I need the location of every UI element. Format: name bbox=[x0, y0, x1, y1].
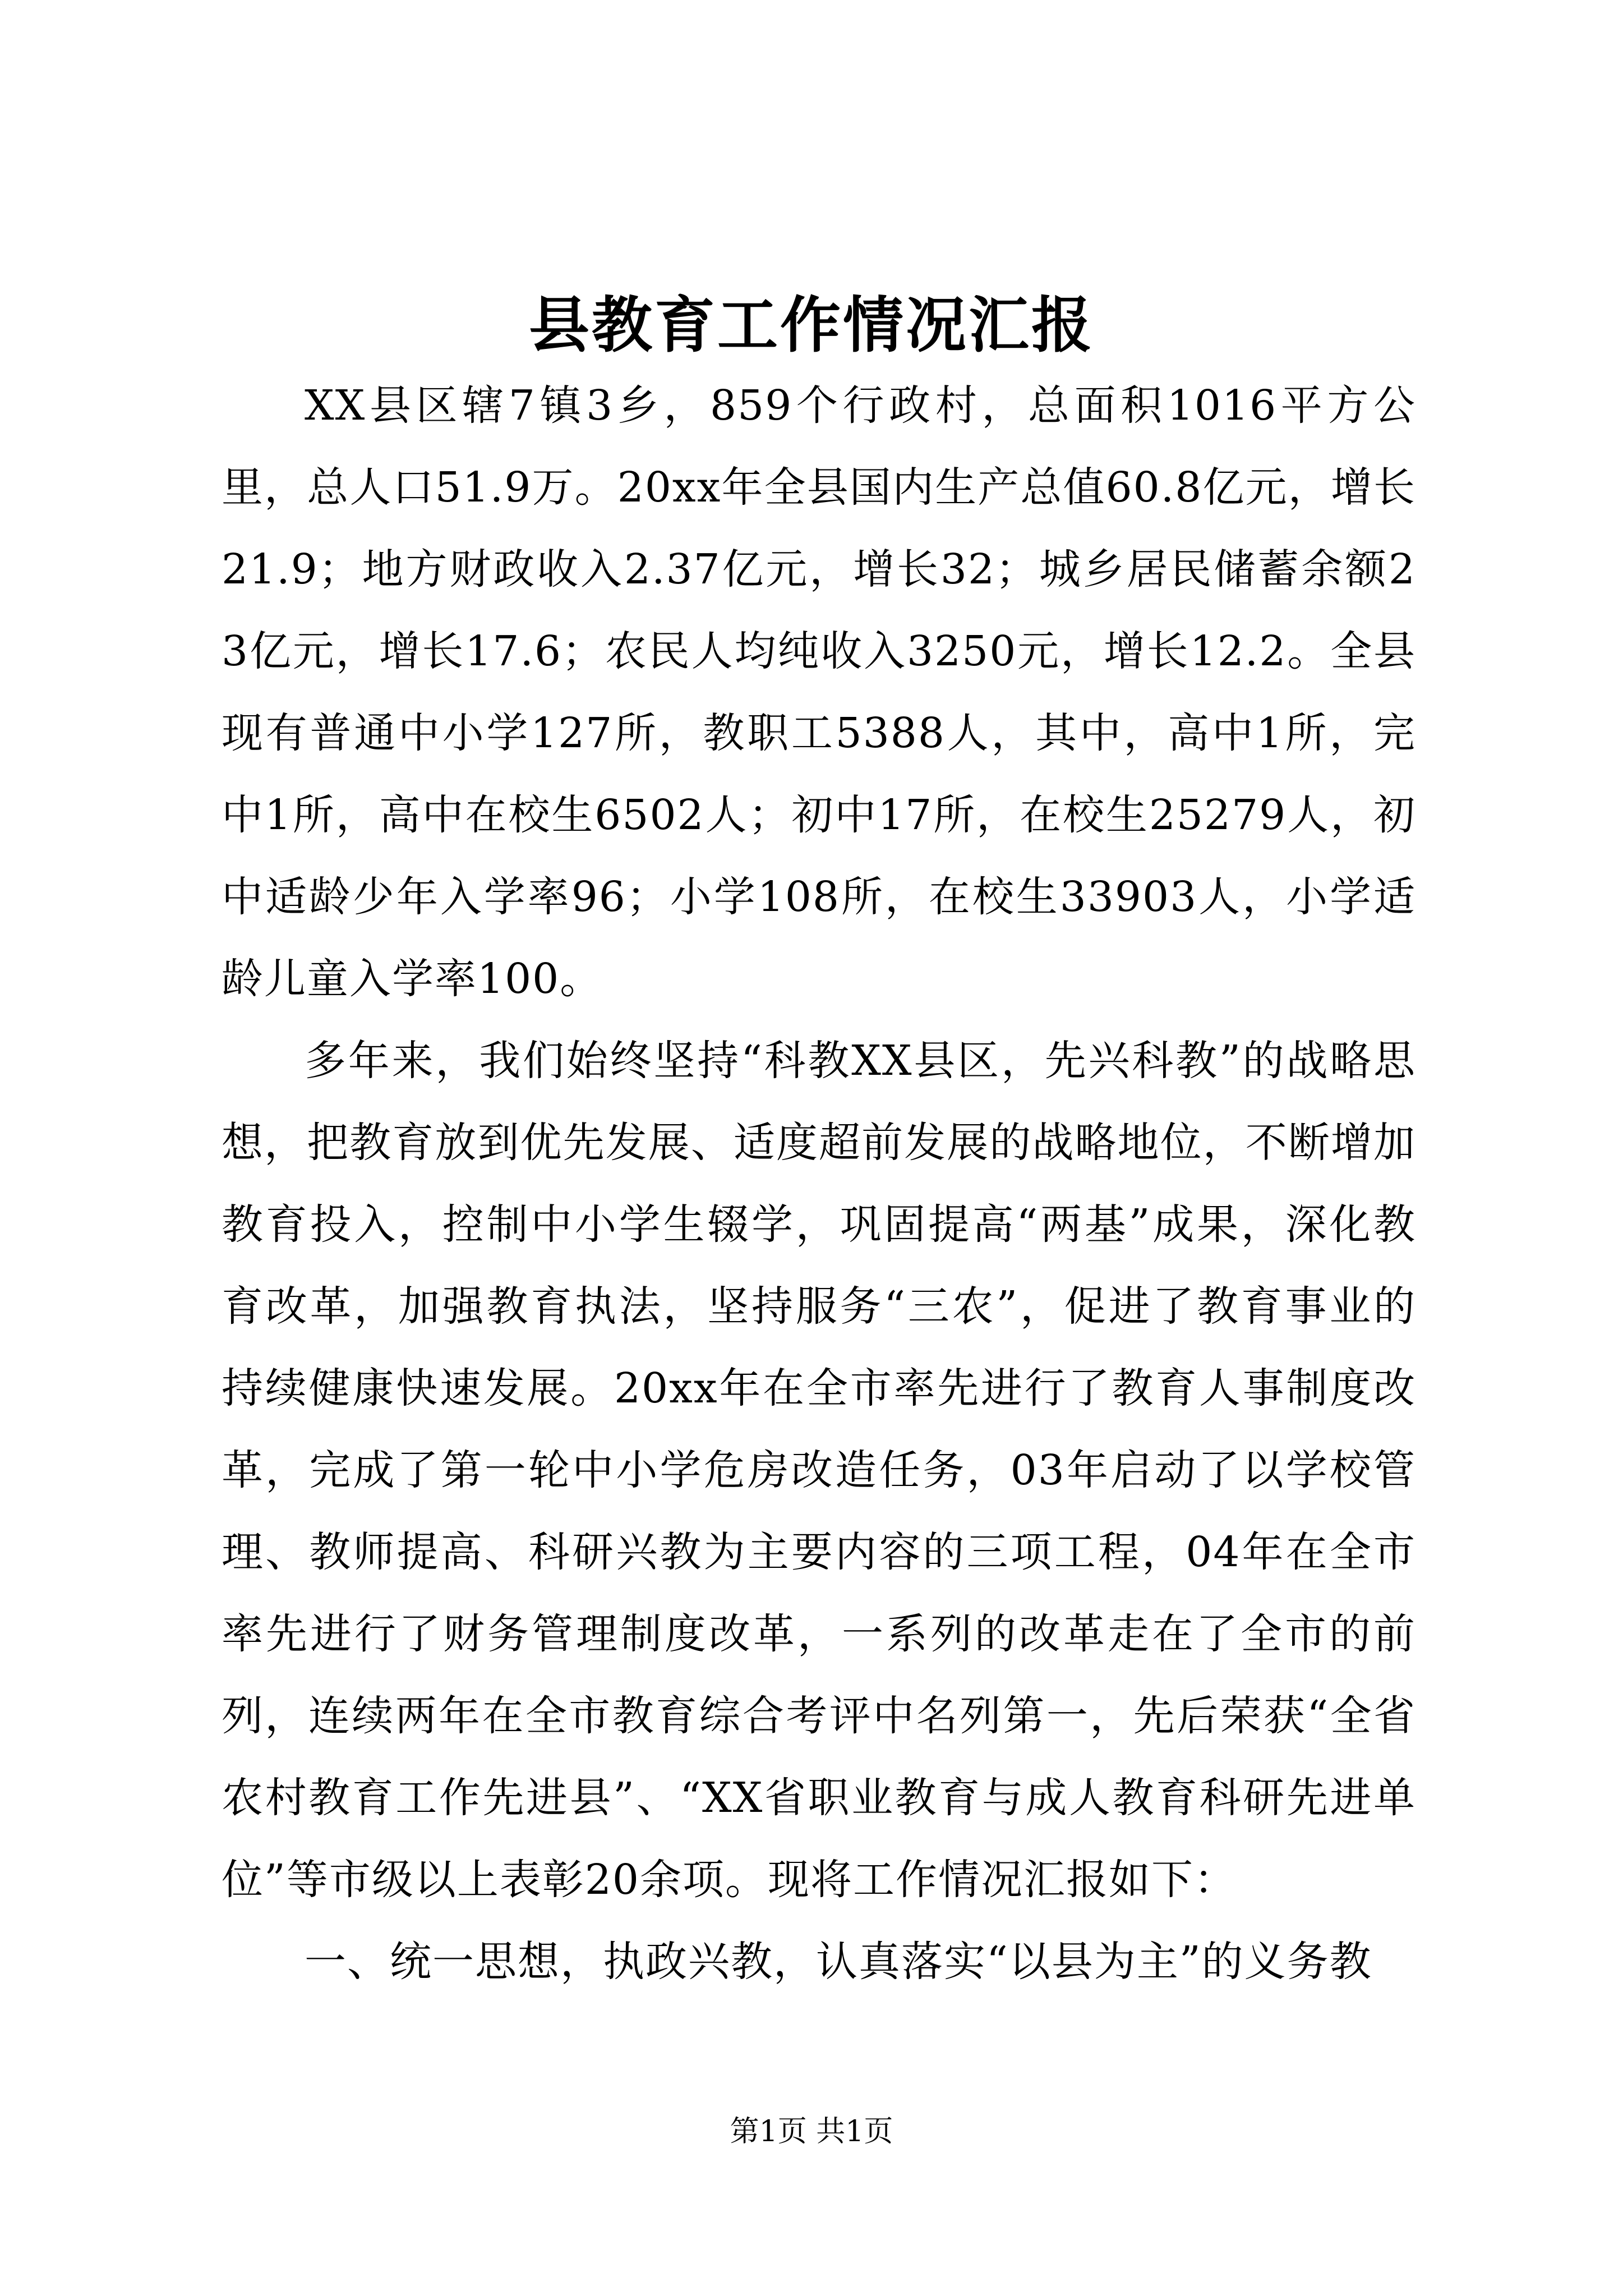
paragraph-overview: XX县区辖7镇3乡，859个行政村，总面积1016平方公里，总人口51.9万。20xx年全县国内生产总值60.8亿元，增长21.9；地方财政收入2.37亿元，增长32；城乡居民储蓄余额23亿元，增长17.6；农民人均纯收入3250元，增长12.2。全县现有普通中小学127所，教职工5388人，其中，高中1所，完中1所，高中在校生6502人；初中17所，在校生25279人，初中适龄少年入学率96；小学108所，在校生33903人，小学适龄儿童入学率100。 bbox=[222, 381, 1416, 1003]
document-title: 县教育工作情况汇报 bbox=[528, 290, 1094, 361]
page-footer: 第1页 共1页 bbox=[730, 2115, 893, 2148]
document-body bbox=[222, 365, 1416, 2003]
paragraph-section-one: 一、统一思想，执政兴教，认真落实“以县为主”的义务教 bbox=[305, 1938, 1372, 1986]
paragraph-achievements: 多年来，我们始终坚持“科教XX县区，先兴科教”的战略思想，把教育放到优先发展、适度超前发展的战略地位，不断增加教育投入，控制中小学生辍学，巩固提高“两基”成果，深化教育改革，加强教育执法，坚持服务“三农”，促进了教育事业的持续健康快速发展。20xx年在全市率先进行了教育人事制度改革，完成了第一轮中小学危房改造任务，03年启动了以学校管理、教师提高、科研兴教为主要内容的三项工程，04年在全市率先进行了财务管理制度改革，一系列的改革走在了全市的前列，连续两年在全市教育综合考评中名列第一，先后荣获“全省农村教育工作先进县”、“XX省职业教育与成人教育科研先进单位”等市级以上表彰20余项。现将工作情况汇报如下： bbox=[222, 1037, 1416, 1904]
